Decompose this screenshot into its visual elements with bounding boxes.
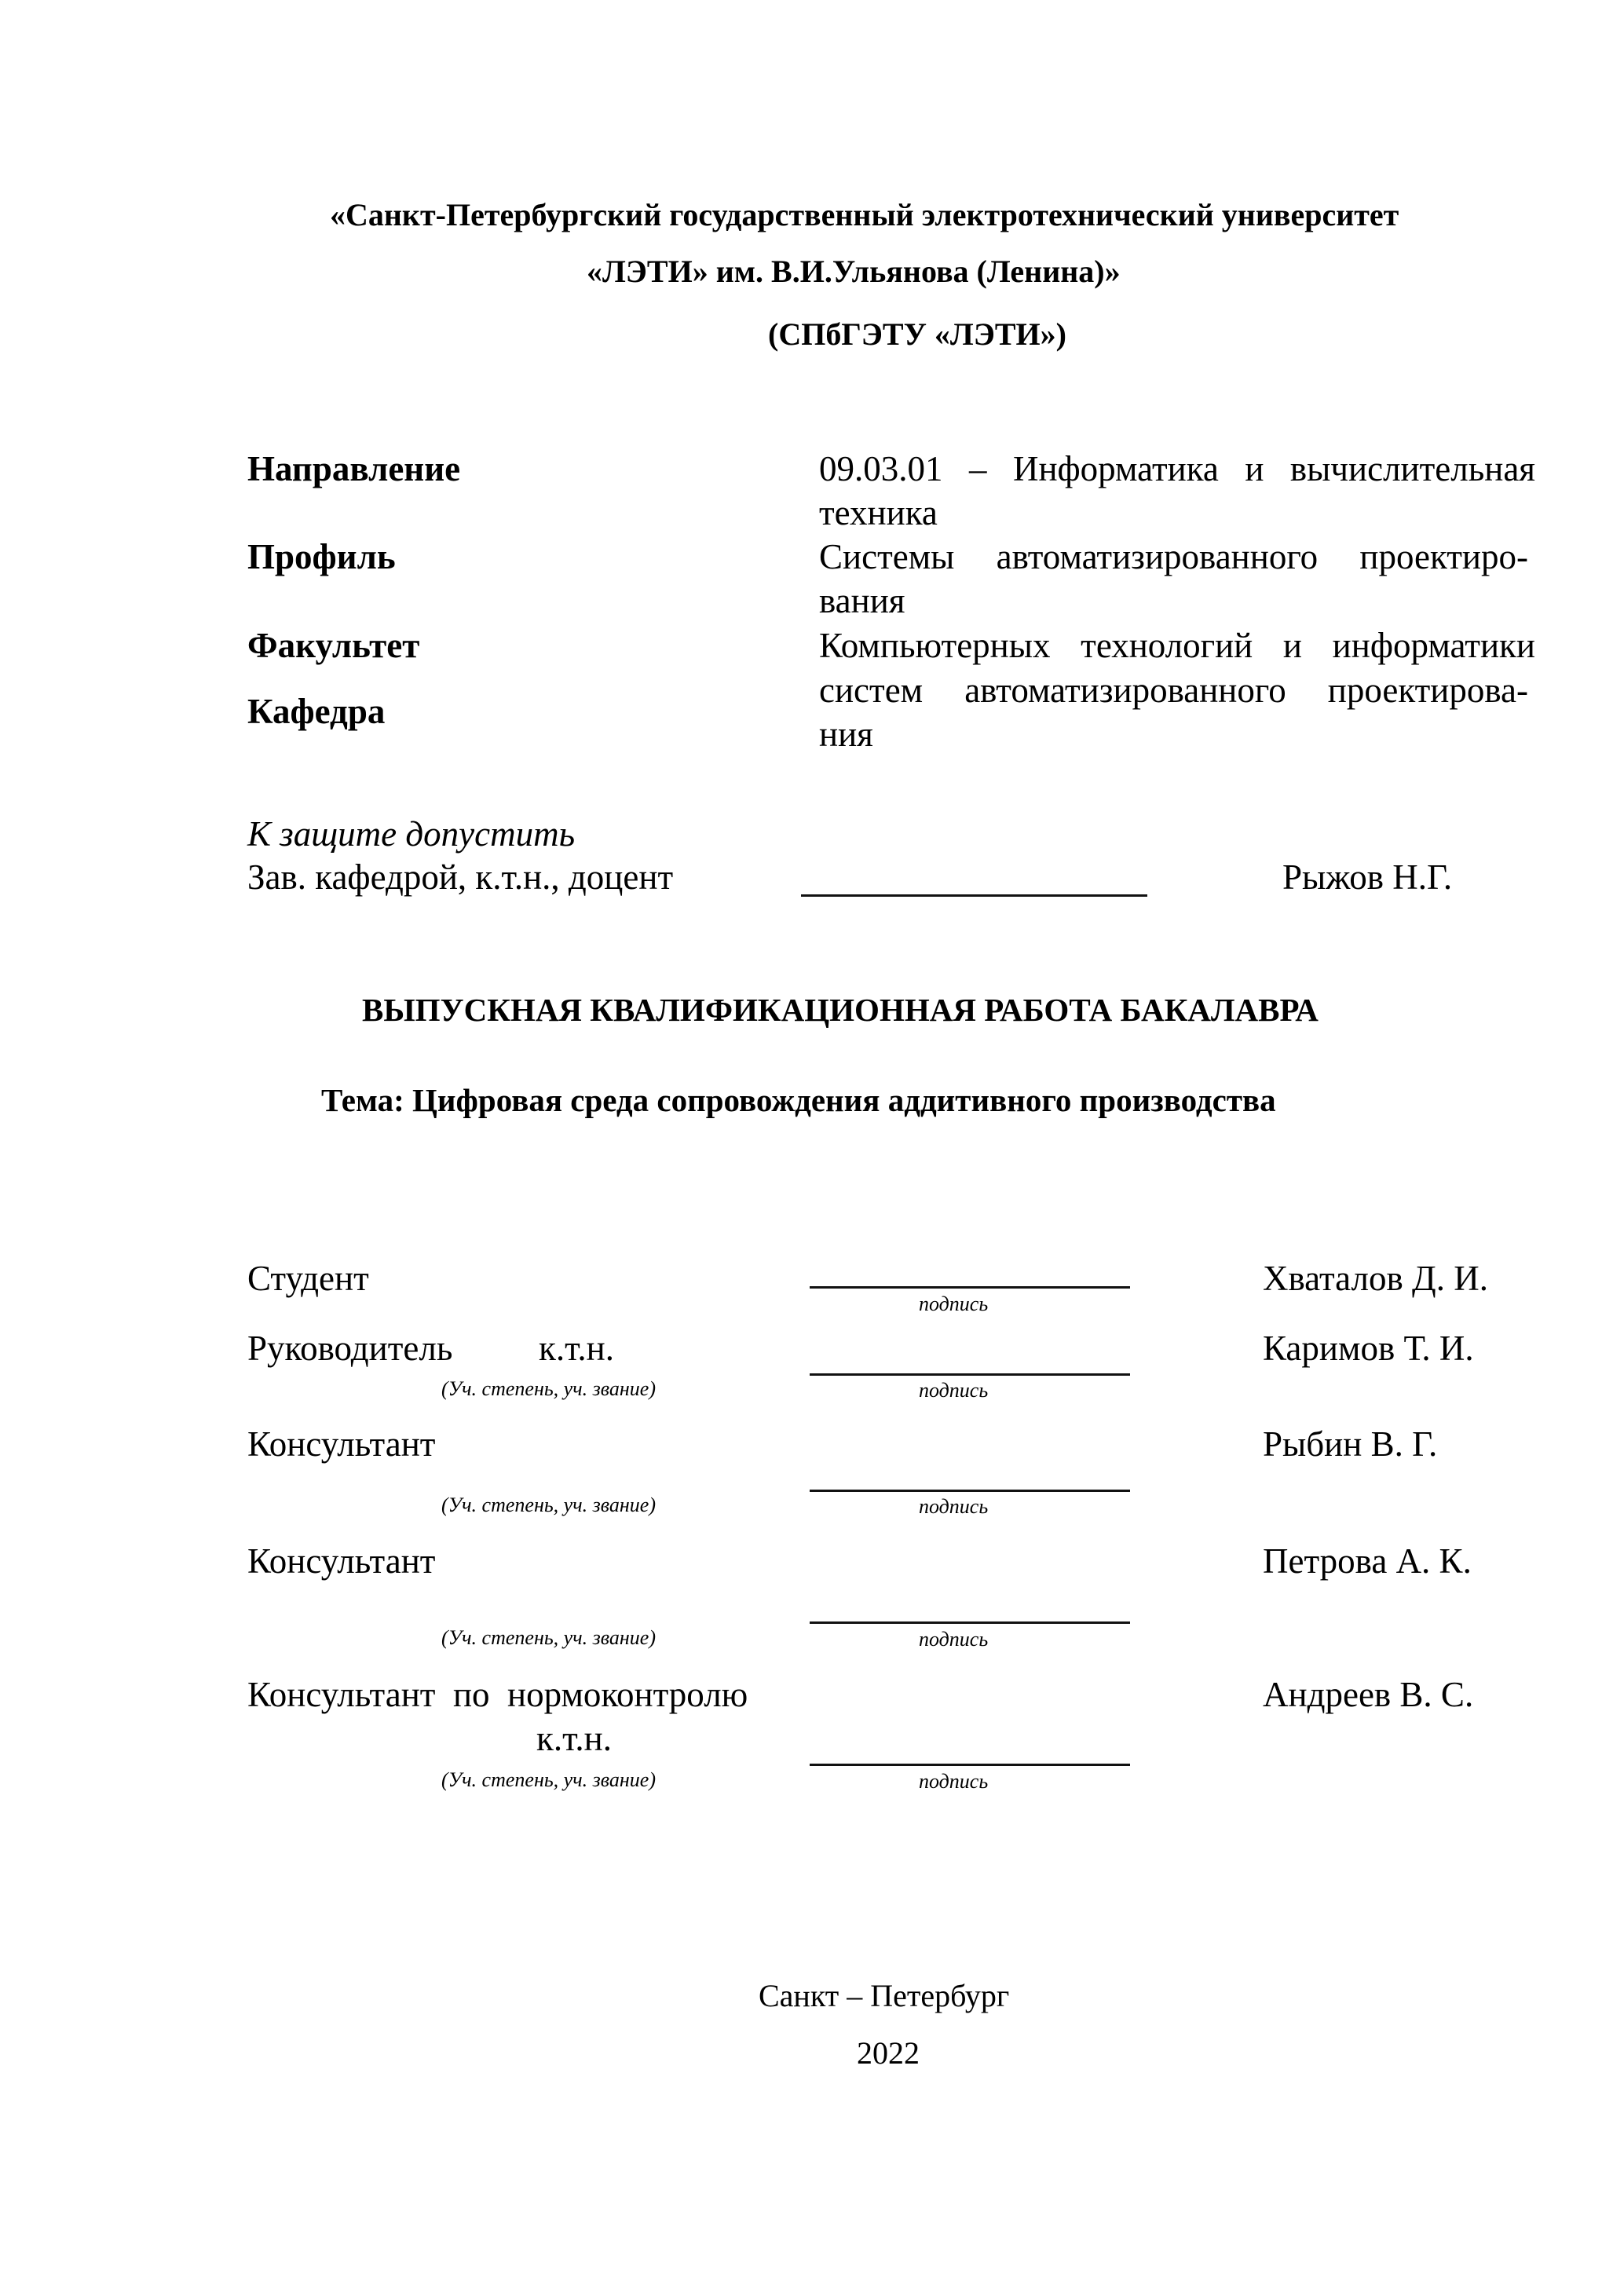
footer-city: Санкт – Петербург <box>759 1978 1010 2013</box>
signature-caption: подпись <box>919 1770 989 1793</box>
signature-caption: подпись <box>919 1495 989 1518</box>
info-value-faculty: Компьютерных технологий и информатики <box>819 626 1535 665</box>
signature-caption: подпись <box>919 1292 989 1315</box>
signature-role-supervisor: Руководитель <box>247 1329 453 1368</box>
signature-line-consultant-2[interactable] <box>810 1621 1130 1624</box>
signature-role-consultant-2: Консультант <box>247 1541 436 1581</box>
signature-line-consultant-1[interactable] <box>810 1490 1130 1492</box>
signature-name-consultant-2: Петрова А. К. <box>1263 1541 1472 1581</box>
approval-name: Рыжов Н.Г. <box>1282 857 1453 897</box>
approval-signature-line[interactable] <box>801 894 1147 897</box>
work-topic: Тема: Цифровая среда сопровождения аддитивного производства <box>321 1082 1276 1118</box>
approval-caption: К защите допустить <box>247 814 576 854</box>
info-label-faculty: Факультет <box>247 626 420 665</box>
signature-name-student: Хваталов Д. И. <box>1263 1259 1488 1298</box>
info-label-profile: Профиль <box>247 537 396 576</box>
info-value-direction-line-1: 09.03.01 – Информатика и вычислительная <box>819 449 1535 488</box>
signature-name-consultant-1: Рыбин В. Г. <box>1263 1424 1438 1464</box>
university-name-line-2: «ЛЭТИ» им. В.И.Ульянова (Ленина)» <box>587 254 1121 289</box>
signature-line-student[interactable] <box>810 1286 1130 1289</box>
signature-line-supervisor[interactable] <box>810 1373 1130 1376</box>
signature-caption: подпись <box>919 1628 989 1651</box>
signature-degree-supervisor: к.т.н. <box>539 1329 614 1368</box>
degree-caption: (Уч. степень, уч. звание) <box>441 1626 656 1649</box>
info-value-department-line-2: ния <box>819 715 873 754</box>
info-label-direction: Направление <box>247 449 461 488</box>
degree-caption: (Уч. степень, уч. звание) <box>441 1493 656 1516</box>
signature-role-normcontrol: Консультант по нормоконтролю <box>247 1675 748 1714</box>
info-value-direction-line-2: техника <box>819 493 938 532</box>
signature-line-normcontrol[interactable] <box>810 1764 1130 1766</box>
signature-degree-normcontrol: к.т.н. <box>536 1719 612 1758</box>
info-value-profile-line-2: вания <box>819 581 905 620</box>
signature-role-student: Студент <box>247 1259 369 1298</box>
university-abbreviation: (СПбГЭТУ «ЛЭТИ») <box>768 316 1066 352</box>
signature-name-supervisor: Каримов Т. И. <box>1263 1329 1474 1368</box>
info-value-department-line-1: систем автоматизированного проектирова- <box>819 671 1528 710</box>
info-label-department: Кафедра <box>247 692 386 731</box>
approval-role: Зав. кафедрой, к.т.н., доцент <box>247 857 674 897</box>
info-value-profile-line-1: Системы автоматизированного проектиро- <box>819 537 1528 576</box>
degree-caption: (Уч. степень, уч. звание) <box>441 1768 656 1791</box>
signature-name-normcontrol: Андреев В. С. <box>1263 1675 1474 1714</box>
degree-caption: (Уч. степень, уч. звание) <box>441 1377 656 1400</box>
work-type-title: ВЫПУСКНАЯ КВАЛИФИКАЦИОННАЯ РАБОТА БАКАЛАВРА <box>362 992 1319 1028</box>
footer-year: 2022 <box>857 2035 920 2071</box>
signature-role-consultant-1: Консультант <box>247 1424 436 1464</box>
signature-caption: подпись <box>919 1379 989 1402</box>
university-name-line-1: «Санкт-Петербургский государственный электротехнический университет <box>330 197 1399 232</box>
